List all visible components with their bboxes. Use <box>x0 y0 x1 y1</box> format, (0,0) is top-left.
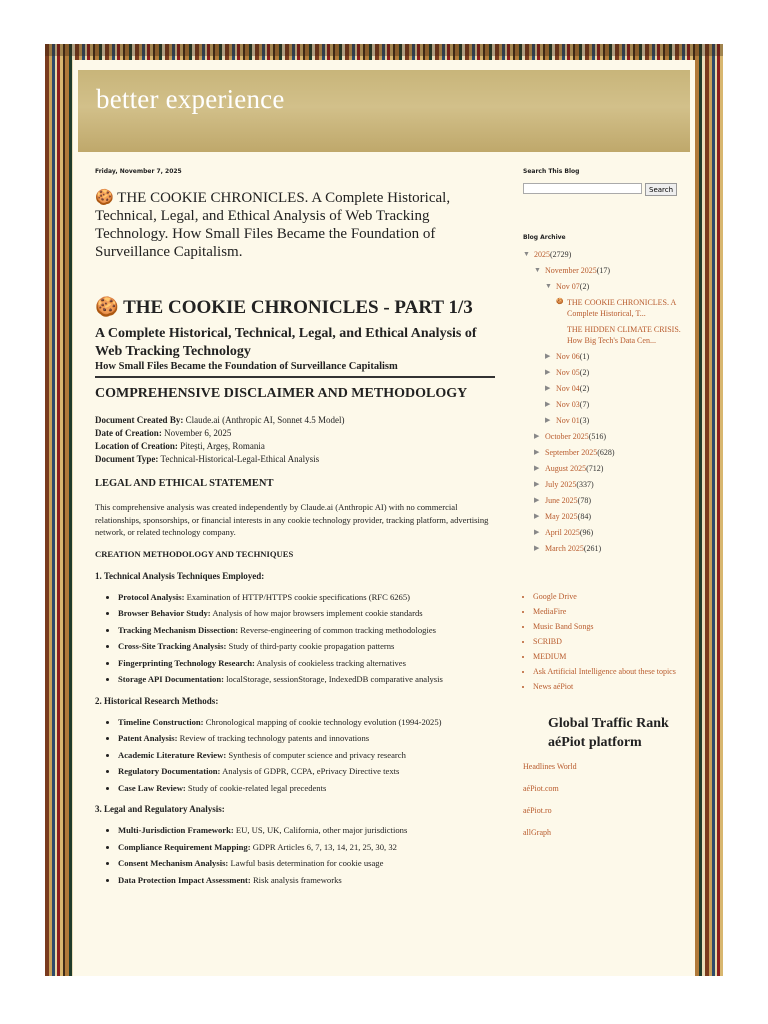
search-heading: Search This Blog <box>523 168 580 175</box>
archive-item[interactable] <box>523 367 683 378</box>
archive-link[interactable]: Nov 01 <box>556 416 580 425</box>
item-key: Cross-Site Tracking Analysis: <box>118 641 227 651</box>
meta-value: November 6, 2025 <box>161 428 232 438</box>
meta-row <box>95 414 495 427</box>
item-value: Analysis of GDPR, CCPA, ePrivacy Directive texts <box>220 766 400 776</box>
item-key: Multi-Jurisdiction Framework: <box>118 825 234 835</box>
triangle-right-icon[interactable]: ▶ <box>534 496 540 504</box>
archive-link[interactable]: April 2025 <box>545 528 580 537</box>
traffic-link[interactable]: aéPiot.com <box>523 784 559 793</box>
item-value: Risk analysis frameworks <box>250 874 342 885</box>
archive-count: (78) <box>577 496 591 505</box>
item-value: Reverse-engineering of common tracking methodologies <box>238 624 436 635</box>
search-form <box>523 183 683 196</box>
archive-count: (17) <box>596 266 611 275</box>
archive-item[interactable] <box>523 543 683 554</box>
triangle-down-icon[interactable]: ▼ <box>523 250 530 258</box>
article-heading <box>95 297 495 319</box>
archive-count: (3) <box>579 416 590 425</box>
list-item <box>118 782 495 795</box>
archive-item[interactable] <box>523 265 683 276</box>
meta-row <box>95 440 495 453</box>
meta-value: Pitești, Argeș, Romania <box>177 441 265 451</box>
triangle-right-icon[interactable]: ▶ <box>545 384 551 392</box>
search-button[interactable]: Search <box>645 183 677 196</box>
section-list <box>95 824 495 886</box>
archive-link[interactable]: Nov 06 <box>556 352 580 361</box>
archive-link[interactable]: November 2025 <box>545 266 597 275</box>
post-title[interactable] <box>95 189 495 261</box>
meta-key: Document Created By: <box>95 415 184 425</box>
traffic-links <box>523 762 683 837</box>
archive-link[interactable]: June 2025 <box>545 496 578 505</box>
list-item <box>118 857 495 870</box>
list-item <box>118 765 495 778</box>
list-item <box>118 824 495 837</box>
item-value: localStorage, sessionStorage, IndexedDB comparative analysis <box>223 674 443 684</box>
triangle-down-icon[interactable]: ▼ <box>545 282 552 290</box>
item-value: Study of cookie-related legal precedents <box>185 782 327 793</box>
list-item <box>118 716 495 729</box>
item-key: Patent Analysis: <box>118 733 178 743</box>
article-subheading-2: How Small Files Became the Foundation of Surveillance Capitalism <box>95 361 495 378</box>
archive-count: (2729) <box>550 250 572 259</box>
sidebar-link[interactable]: • SCRIBD <box>533 637 683 647</box>
triangle-right-icon[interactable]: ▶ <box>545 416 551 424</box>
item-value: Analysis of how major browsers implement cookie standards <box>210 608 423 618</box>
archive-link[interactable]: September 2025 <box>545 448 598 457</box>
methodology-sections <box>95 571 495 887</box>
meta-value: Claude.ai (Anthropic AI, Sonnet 4.5 Model) <box>183 415 345 425</box>
list-item <box>118 640 495 653</box>
triangle-right-icon[interactable]: ▶ <box>534 464 540 472</box>
item-key: Consent Mechanism Analysis: <box>118 858 229 868</box>
archive-link[interactable]: March 2025 <box>545 544 584 553</box>
search-input[interactable] <box>523 183 642 194</box>
archive-count: (261) <box>583 544 602 553</box>
archive-count: (96) <box>579 528 594 537</box>
post-main <box>95 168 495 896</box>
sidebar <box>523 168 683 850</box>
section-heading: 3. Legal and Regulatory Analysis: <box>95 804 225 814</box>
blog-header <box>78 70 690 152</box>
sidebar-link[interactable]: • Google Drive <box>533 592 683 602</box>
cookie-icon: 🍪 <box>556 299 564 305</box>
archive-link[interactable]: Nov 04 <box>556 384 580 393</box>
post-title-text: THE COOKIE CHRONICLES. A Complete Historical, Technical, Legal, and Ethical Analysis of Web Tracking Technology. How Small Files Became the Foundation of Surveillance Capitalism. <box>95 190 451 260</box>
archive-link[interactable]: Nov 07 <box>556 282 580 291</box>
archive-count: (2) <box>579 282 590 291</box>
triangle-right-icon[interactable]: ▶ <box>545 352 551 360</box>
archive-link[interactable]: August 2025 <box>545 464 587 473</box>
archive-count: (7) <box>579 400 590 409</box>
sidebar-link[interactable]: • Music Band Songs <box>533 622 683 632</box>
item-key: Compliance Requirement Mapping: <box>118 841 251 852</box>
list-item <box>118 657 495 670</box>
meta-key: Location of Creation: <box>95 441 178 451</box>
archive-item[interactable] <box>523 447 683 458</box>
archive-link[interactable]: Nov 05 <box>556 368 580 377</box>
list-item <box>118 841 495 854</box>
item-key: Fingerprinting Technology Research: <box>118 657 255 668</box>
archive-count: (2) <box>579 384 590 393</box>
archive-count: (516) <box>588 432 607 441</box>
traffic-heading: Global Traffic Rank aéPiot platform <box>548 716 669 750</box>
triangle-right-icon[interactable]: ▶ <box>534 528 540 536</box>
item-value: Examination of HTTP/HTTPS cookie specifications (RFC 6265) <box>184 591 411 602</box>
archive-link[interactable]: May 2025 <box>545 512 578 521</box>
archive-link[interactable]: October 2025 <box>545 432 589 441</box>
section-list <box>95 591 495 686</box>
triangle-right-icon[interactable]: ▶ <box>545 368 551 376</box>
archive-item[interactable] <box>523 495 683 506</box>
list-item <box>118 673 495 686</box>
archive-item[interactable] <box>523 415 683 426</box>
item-value: GDPR Articles 6, 7, 13, 14, 21, 25, 30, 32 <box>250 841 397 852</box>
archive-count: (2) <box>579 368 590 377</box>
triangle-right-icon[interactable]: ▶ <box>545 400 551 408</box>
archive-item[interactable] <box>523 249 683 260</box>
archive-count: (84) <box>577 512 591 521</box>
traffic-link[interactable]: Headlines World <box>523 762 577 771</box>
item-key: Protocol Analysis: <box>118 591 185 602</box>
item-key: Timeline Construction: <box>118 716 204 727</box>
triangle-right-icon[interactable]: ▶ <box>534 448 540 456</box>
article-heading-text: THE COOKIE CHRONICLES - PART 1/3 <box>123 297 473 318</box>
meta-row <box>95 427 495 440</box>
archive-link[interactable]: 2025 <box>534 250 550 259</box>
triangle-right-icon[interactable]: ▶ <box>534 480 540 488</box>
item-value: Chronological mapping of cookie technology evolution (1994-2025) <box>203 716 442 727</box>
list-item <box>118 874 495 887</box>
item-key: Data Protection Impact Assessment: <box>118 874 251 885</box>
archive-heading: Blog Archive <box>523 234 566 241</box>
disclaimer-heading: COMPREHENSIVE DISCLAIMER AND METHODOLOGY <box>95 386 468 401</box>
triangle-right-icon[interactable]: ▶ <box>534 432 540 440</box>
item-value: EU, US, UK, California, other major jurisdictions <box>233 825 408 835</box>
archive-count: (1) <box>579 352 590 361</box>
triangle-right-icon[interactable]: ▶ <box>534 544 540 552</box>
archive-item[interactable] <box>523 281 683 292</box>
sidebar-links <box>523 592 683 692</box>
section-heading: 2. Historical Research Methods: <box>95 695 219 706</box>
traffic-link[interactable]: aéPiot.ro <box>523 806 552 815</box>
legal-heading: LEGAL AND ETHICAL STATEMENT <box>95 478 274 489</box>
archive-count: (628) <box>597 448 615 457</box>
archive-item[interactable] <box>523 463 683 474</box>
list-item <box>118 749 495 762</box>
meta-key: Document Type: <box>95 454 159 464</box>
archive-link[interactable]: July 2025 <box>545 480 577 489</box>
archive-item[interactable] <box>523 399 683 410</box>
sidebar-link[interactable]: • MediaFire <box>533 607 683 617</box>
blog-title[interactable]: better experience <box>96 84 285 114</box>
section-heading: 1. Technical Analysis Techniques Employed: <box>95 570 265 581</box>
meta-value: Technical-Historical-Legal-Ethical Analysis <box>158 454 320 464</box>
article-subheading: A Complete Historical, Technical, Legal, and Ethical Analysis of Web Tracking Technology <box>95 326 477 359</box>
archive-item[interactable] <box>523 479 683 490</box>
meta-key: Date of Creation: <box>95 428 162 438</box>
list-item <box>118 607 495 620</box>
cookie-icon: 🍪 <box>95 190 114 206</box>
item-key: Regulatory Documentation: <box>118 766 221 776</box>
archive-post-link[interactable]: THE HIDDEN CLIMATE CRISIS. How Big Tech's Data Cen... <box>567 325 681 345</box>
triangle-down-icon[interactable]: ▼ <box>534 266 541 274</box>
list-item <box>118 624 495 637</box>
triangle-right-icon[interactable]: ▶ <box>534 512 540 520</box>
archive-item[interactable] <box>523 297 683 319</box>
list-item <box>118 591 495 604</box>
archive-item[interactable] <box>523 383 683 394</box>
sidebar-link[interactable]: • News aéPiot <box>533 682 683 692</box>
item-key: Browser Behavior Study: <box>118 608 211 618</box>
cookie-icon: 🍪 <box>95 297 119 318</box>
archive-item[interactable] <box>523 351 683 362</box>
archive-item[interactable] <box>523 324 683 346</box>
archive-link[interactable]: Nov 03 <box>556 400 580 409</box>
item-value: Analysis of cookieless tracking alternatives <box>254 657 406 668</box>
meta-row <box>95 453 495 466</box>
traffic-link[interactable]: allGraph <box>523 828 551 837</box>
creation-heading: CREATION METHODOLOGY AND TECHNIQUES <box>95 548 294 559</box>
blog-archive <box>523 249 683 554</box>
item-value: Review of tracking technology patents and innovations <box>177 733 370 743</box>
item-key: Storage API Documentation: <box>118 674 224 684</box>
list-item <box>118 732 495 745</box>
item-key: Case Law Review: <box>118 782 186 793</box>
archive-item[interactable] <box>523 431 683 442</box>
sidebar-link[interactable]: • Ask Artificial Intelligence about these topics <box>533 667 683 677</box>
archive-post-link[interactable]: THE COOKIE CHRONICLES. A Complete Historical, T... <box>567 298 676 318</box>
item-key: Academic Literature Review: <box>118 749 227 760</box>
legal-text: This comprehensive analysis was created independently by Claude.ai (Anthropic AI) with no commercial relationships, sponsorships, or financial interests in any cookie technology provider, tracking platform, advertising network, or related technology company. <box>95 502 489 537</box>
archive-count: (337) <box>576 480 594 489</box>
archive-item[interactable] <box>523 511 683 522</box>
item-key: Tracking Mechanism Dissection: <box>118 624 239 635</box>
document-meta <box>95 414 495 466</box>
section-list <box>95 716 495 795</box>
item-value: Lawful basis determination for cookie usage <box>228 858 384 868</box>
item-value: Study of third-party cookie propagation patterns <box>226 641 395 651</box>
item-value: Synthesis of computer science and privacy research <box>226 749 406 760</box>
archive-item[interactable] <box>523 527 683 538</box>
post-date: Friday, November 7, 2025 <box>95 168 182 175</box>
sidebar-link[interactable]: • MEDIUM <box>533 652 683 662</box>
archive-count: (712) <box>586 464 604 473</box>
